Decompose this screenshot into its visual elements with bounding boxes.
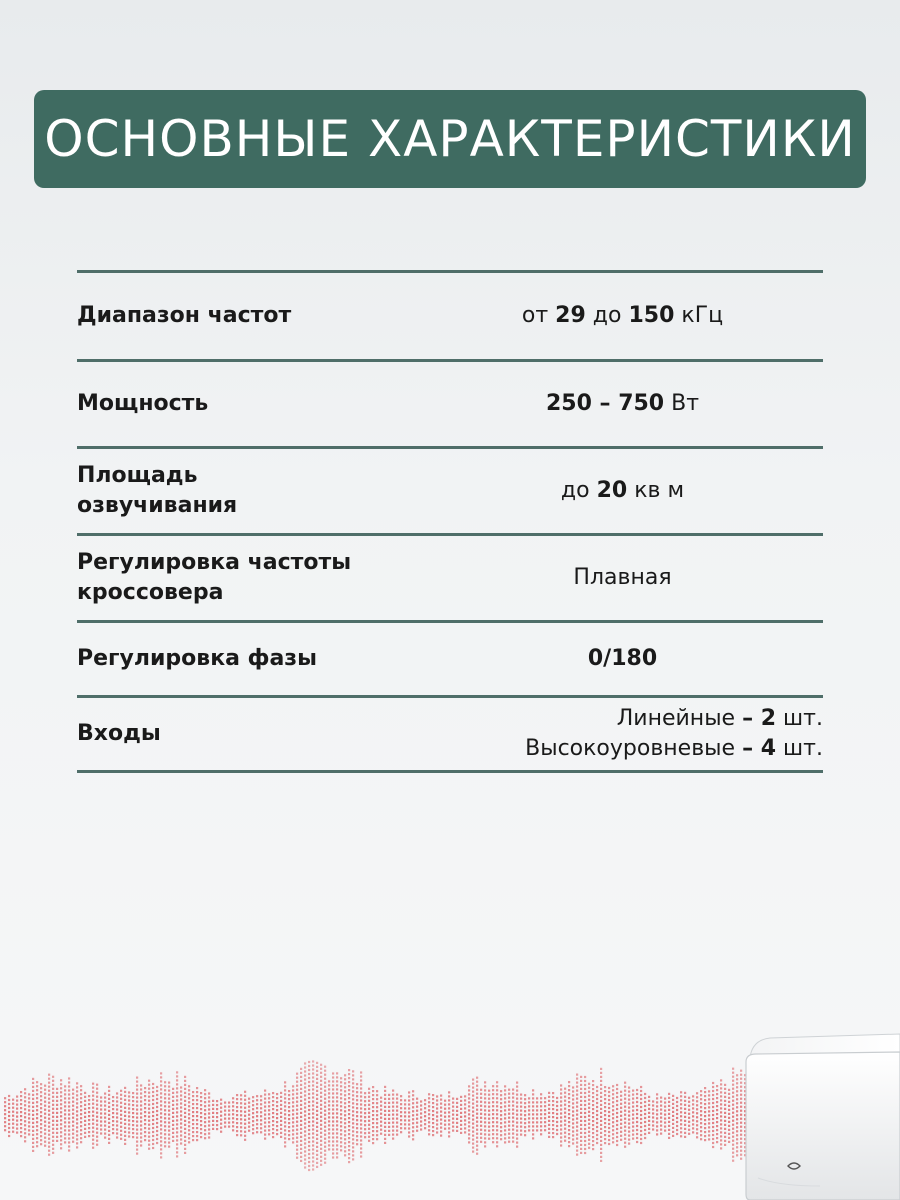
spec-value-crossover: Плавная (573, 565, 672, 590)
spec-row-crossover (77, 536, 823, 620)
spec-row-frequency (77, 273, 823, 359)
label-line: Площадь (77, 463, 198, 488)
sound-wave-icon (0, 1030, 760, 1180)
input-line-linear (422, 704, 823, 734)
spec-label-area (77, 461, 422, 521)
value-unit: кГц (674, 303, 724, 328)
value-number: 20 (596, 478, 628, 503)
spec-value-inputs (422, 704, 823, 764)
value-prefix: Линейные (616, 706, 743, 731)
value-unit: Вт (664, 391, 700, 416)
value-prefix: до (560, 478, 597, 503)
value-number: 0/180 (587, 646, 658, 671)
label-line: кроссовера (77, 580, 224, 605)
spec-row-inputs (77, 698, 823, 770)
spec-label-crossover (77, 548, 422, 608)
spec-value-phase (422, 644, 823, 674)
input-line-highlevel (422, 734, 823, 764)
spec-row-area (77, 449, 823, 533)
spec-row-power (77, 362, 823, 446)
value-prefix: от (521, 303, 556, 328)
spec-value-area (422, 476, 823, 506)
value-number: – 2 (742, 706, 777, 731)
page-title: ОСНОВНЫЕ ХАРАКТЕРИСТИКИ (44, 110, 856, 168)
label-line: Регулировка частоты (77, 550, 352, 575)
value-number: – 4 (742, 736, 777, 761)
subwoofer-icon (740, 1028, 900, 1200)
value-unit: шт. (776, 706, 823, 731)
spec-value-frequency (422, 301, 823, 331)
title-banner (34, 90, 866, 188)
divider (77, 770, 823, 773)
spec-row-phase (77, 623, 823, 695)
spec-label-frequency: Диапазон частот (77, 303, 292, 328)
label-line: озвучивания (77, 493, 238, 518)
spec-value-power (422, 389, 823, 419)
value-prefix: Высокоуровневые (525, 736, 743, 761)
value-number: 250 – 750 (545, 391, 665, 416)
value-number: 29 (555, 303, 586, 328)
value-number: 150 (628, 303, 675, 328)
value-unit: шт. (776, 736, 823, 761)
spec-table (77, 270, 823, 773)
value-prefix: до (585, 303, 629, 328)
spec-label-power: Мощность (77, 391, 209, 416)
spec-label-inputs: Входы (77, 721, 161, 746)
spec-label-phase: Регулировка фазы (77, 646, 317, 671)
value-unit: кв м (627, 478, 685, 503)
